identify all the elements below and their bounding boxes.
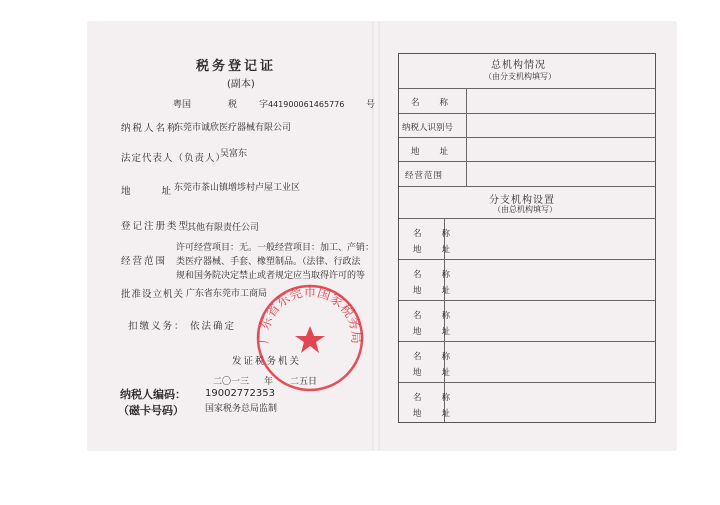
hq-header-row <box>399 54 655 89</box>
value-withholding: 依法确定 <box>190 321 237 332</box>
cert-hao: 号 <box>366 100 376 110</box>
scope-line-1: 许可经营项目：无。一般经营项目：加工、产销： <box>176 243 375 253</box>
branch-row <box>399 382 655 422</box>
branch-addr-label: 地 址 <box>413 245 452 255</box>
svg-text:广东省东莞市国家税务局: 广东省东莞市国家税务局 <box>256 285 364 344</box>
supervision-note: 国家税务总局监制 <box>205 404 278 414</box>
hq-title: 总机构情况 <box>491 60 546 71</box>
issuing-authority: 发证税务机关 <box>232 356 302 367</box>
branch-title: 分支机构设置 <box>489 195 555 206</box>
branch-name-label: 名 称 <box>413 311 452 321</box>
branch-row <box>399 300 655 342</box>
branch-row <box>399 218 655 260</box>
label-registration-type: 登记注册类型 <box>121 221 191 232</box>
hq-row-label: 纳税人识别号 <box>402 123 454 133</box>
label-address: 地 址 <box>121 186 176 197</box>
hq-row-name <box>399 88 655 114</box>
page-fold <box>372 22 380 450</box>
branch-addr-label: 地 址 <box>413 286 452 296</box>
cert-zi: 字 <box>259 100 269 110</box>
branch-table <box>398 53 656 423</box>
certificate-title: 税务登记证 <box>196 59 277 74</box>
value-legal-rep: 吴富东 <box>220 149 248 159</box>
date-nian: 年 <box>264 377 274 387</box>
scope-line-2: 类医疗器械、手套、橡塑制品。（法律、行政法 <box>176 257 361 267</box>
value-address: 东莞市茶山镇增埗村卢屋工业区 <box>174 183 301 193</box>
hq-row-label: 名 称 <box>411 98 450 108</box>
date-rest: 二五日 <box>290 377 318 387</box>
taxpayer-code-label: 纳税人编码： <box>120 388 186 401</box>
branch-addr-label: 地 址 <box>413 409 452 419</box>
hq-row-taxid <box>399 113 655 138</box>
hq-row-label: 经营范围 <box>405 171 444 181</box>
value-taxpayer-name: 东莞市诚欣医疗器械有限公司 <box>174 123 292 133</box>
cert-mid: 税 <box>228 100 238 110</box>
branch-subtitle: （由总机构填写） <box>493 205 557 214</box>
taxpayer-code: 19002772353 <box>205 388 275 399</box>
branch-addr-label: 地 址 <box>413 368 452 378</box>
branch-row <box>399 259 655 301</box>
value-registration-type: 其他有限责任公司 <box>187 223 260 233</box>
cert-prefix: 粤国 <box>173 100 192 110</box>
branch-header-row <box>399 186 655 219</box>
card-number-label: （磁卡号码） <box>118 404 184 417</box>
branch-name-label: 名 称 <box>413 352 452 362</box>
scope-line-3: 规和国务院决定禁止或者规定应当取得许可的等 <box>176 271 366 281</box>
official-seal <box>250 278 370 398</box>
branch-row <box>399 341 655 383</box>
certificate-subtitle: (副本) <box>227 79 255 90</box>
value-approval-authority: 广东省东莞市工商局 <box>186 289 268 299</box>
branch-name-label: 名 称 <box>413 229 452 239</box>
hq-subtitle: （由分支机构填写） <box>484 72 556 81</box>
hq-row-label: 地 址 <box>411 147 450 157</box>
hq-row-address <box>399 137 655 162</box>
label-business-scope: 经营范围 <box>121 256 168 267</box>
cert-number: 441900061465776 <box>268 100 345 109</box>
date-year: 二〇一三 <box>213 377 250 387</box>
branch-name-label: 名 称 <box>413 393 452 403</box>
label-legal-rep: 法定代表人（负责人） <box>121 153 227 164</box>
hq-row-scope <box>399 161 655 187</box>
label-approval-authority: 批准设立机关 <box>121 289 185 300</box>
label-taxpayer-name: 纳税人名称 <box>121 123 179 134</box>
branch-addr-label: 地 址 <box>413 327 452 337</box>
label-withholding: 扣缴义务： <box>128 321 186 332</box>
branch-name-label: 名 称 <box>413 270 452 280</box>
